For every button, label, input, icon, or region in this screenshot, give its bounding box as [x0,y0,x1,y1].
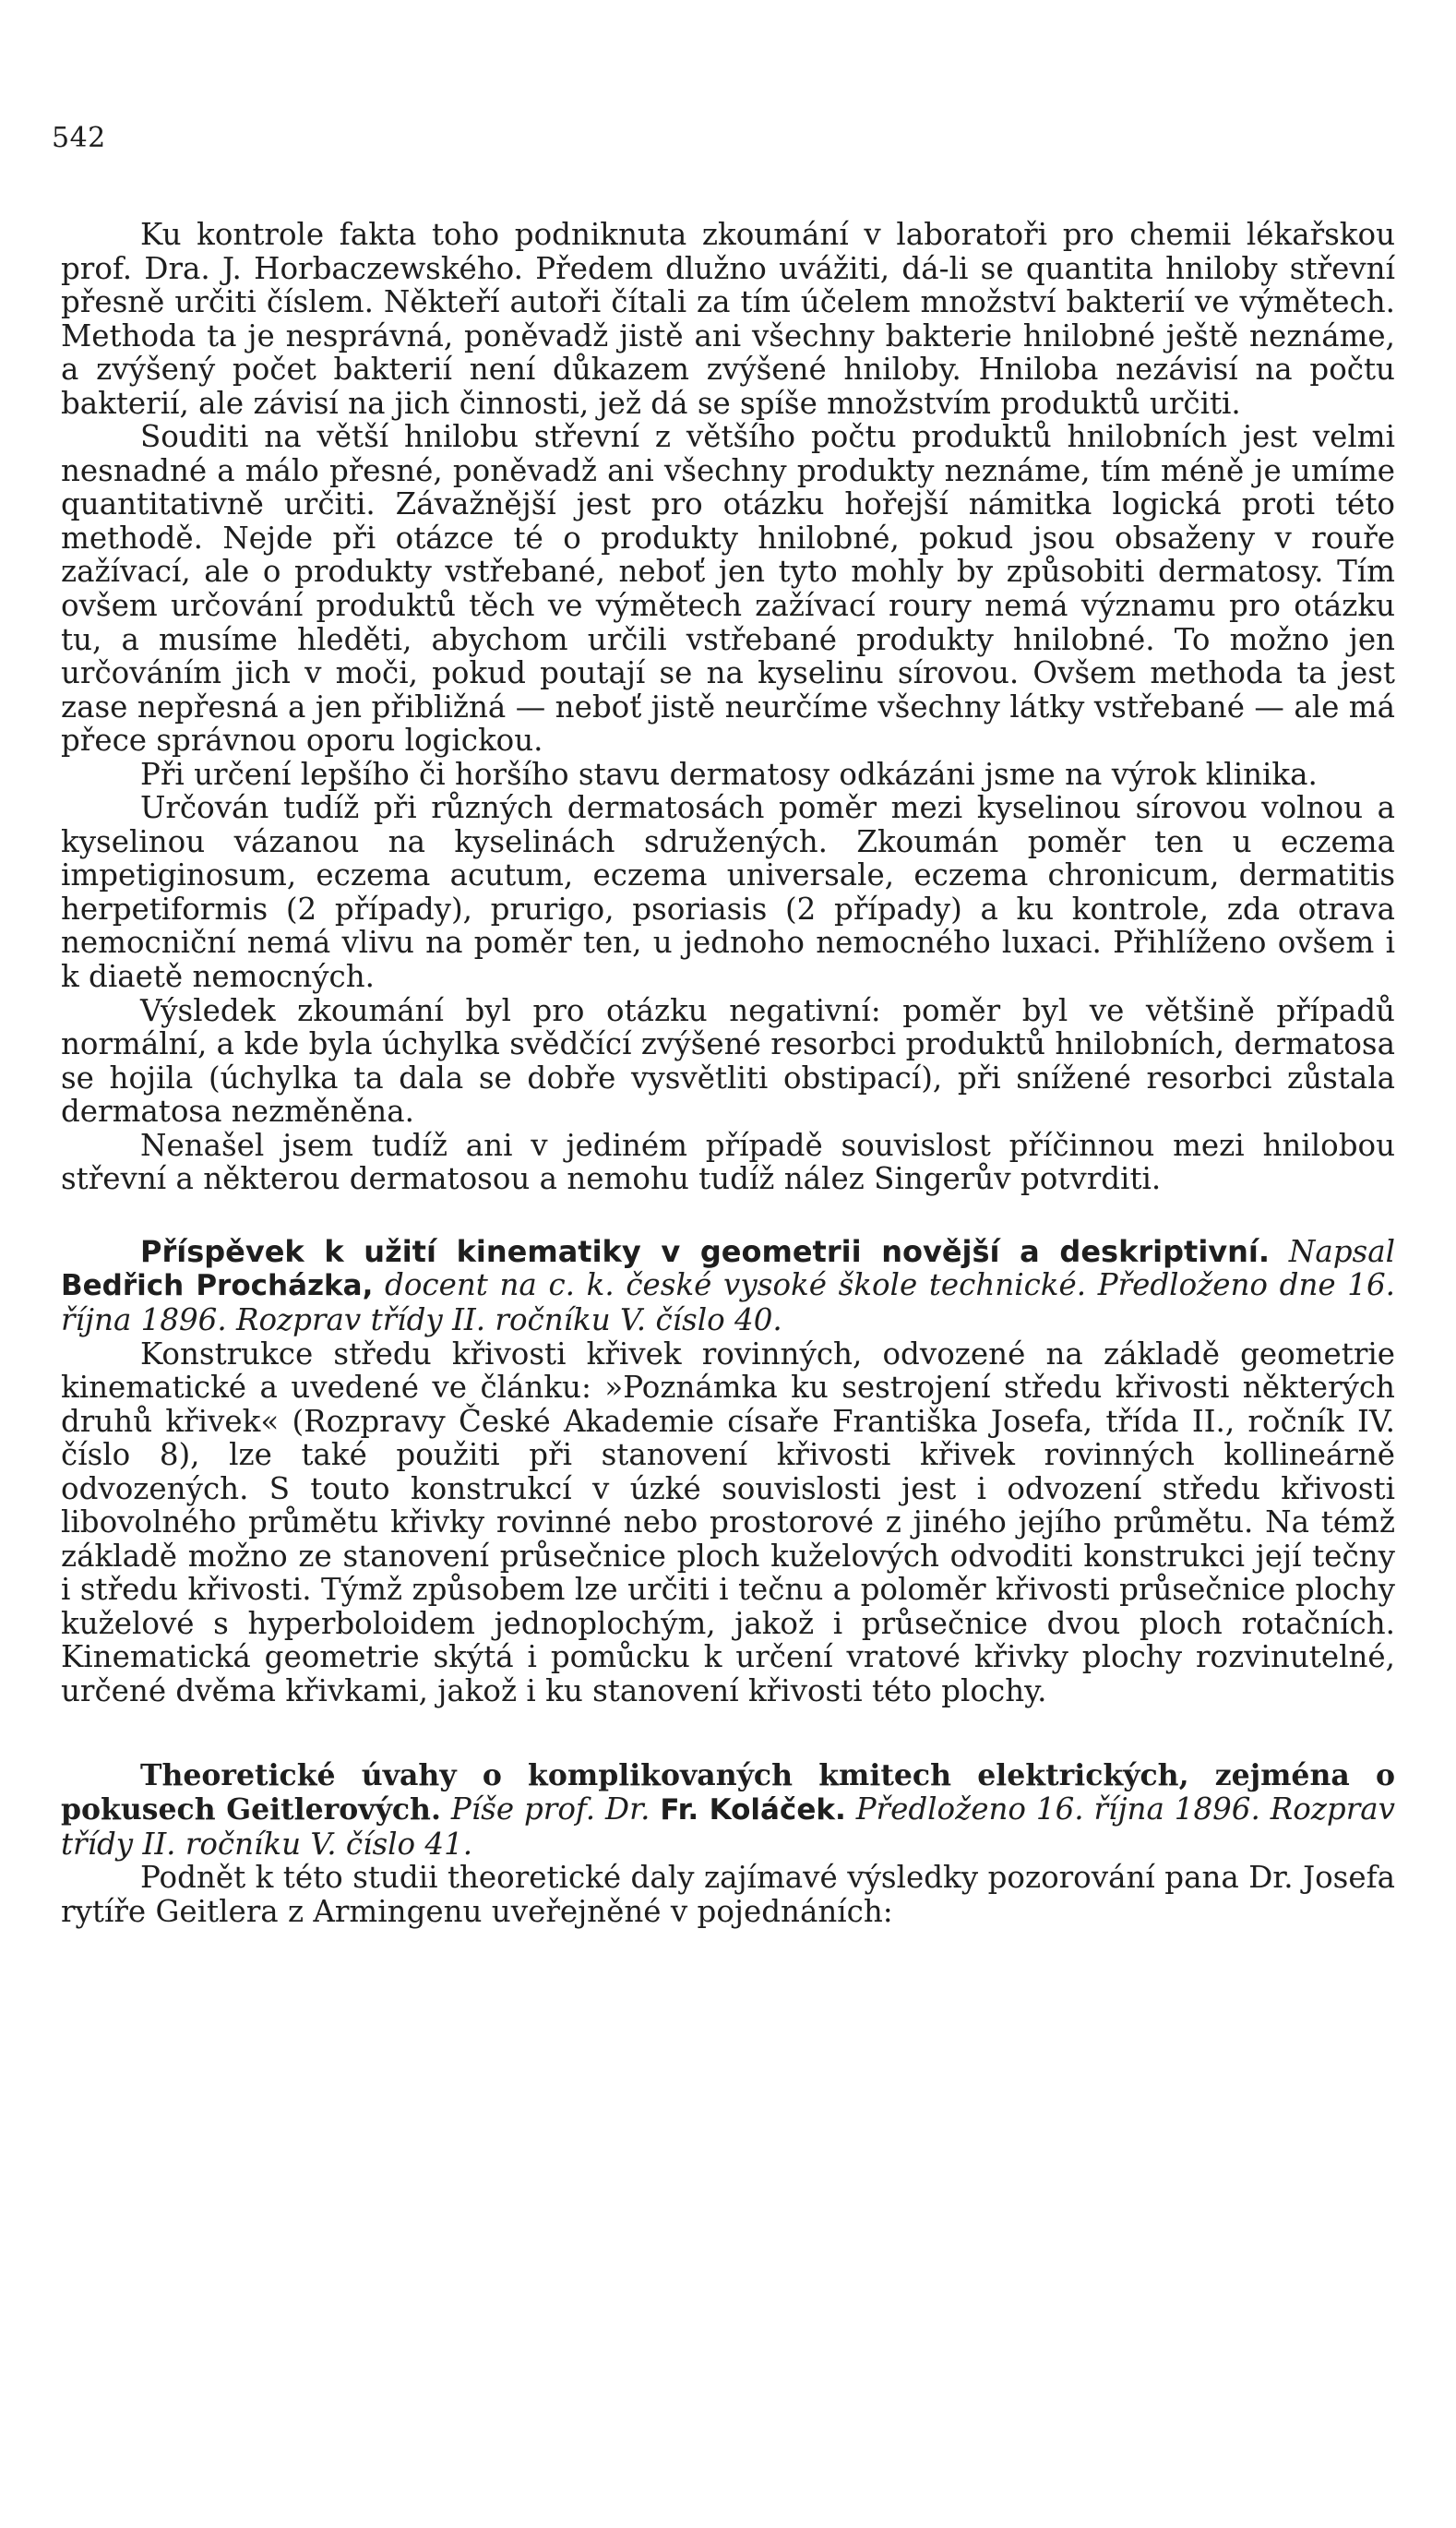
article-kinematics-heading [61,1235,1395,1337]
article-oscillations-heading [61,1758,1395,1862]
paragraph-conclusion: Nenašel jsem tudíž ani v jediném případě souvislost příčinnou mezi hnilobou střevní a některou dermatosou a nemohu tudíž nález Singerův potvrditi. [61,1127,1395,1197]
article-oscillations [61,1758,1395,1929]
article-kinematics-byline-suffix: docent na c. k. české vysoké škole technické. Předloženo dne 16. října 1896. Rozprav třídy II. ročníku V. číslo 40. [61,1267,1395,1337]
paragraph-lab-study: Ku kontrole fakta toho podniknuta zkoumání v laboratoři pro chemii lékařskou prof. Dra. J. Horbaczewského. Předem dlužno uvážiti, dá-li se quantita hniloby střevní přesně určiti číslem. Někteří autoři čítali za tím účelem množství bakterií ve výmětech. Methoda ta je nesprávná, poněvadž jistě ani všechny bakterie hnilobné ještě neznáme, a zvýšený počet bakterií není důkazem zvýšené hniloby. Hniloba nezávisí na počtu bakterií, ale závisí na jich činnosti, jež dá se spíše množstvím produktů určiti. [61,217,1395,421]
paragraph-clinic-verdict: Při určení lepšího či horšího stavu dermatosy odkázáni jsme na výrok klinika. [140,756,1318,792]
article-kinematics-body: Konstrukce středu křivosti křivek rovinných, odvozené na základě geometrie kinematické a uvedené ve článku: »Poznámka ku sestrojení středu křivosti některých druhů křivek« (Rozpravy České Akademie císaře Františka Josefa, třída II., ročník IV. číslo 8), lze také použiti při stanovení křivosti křivek rovinných kollineárně odvozených. S touto konstrukcí v úzké souvislosti jest i odvození středu křivosti libovolného průmětu křivky rovinné nebo prostorové z jiného jejího průmětu. Na témž základě možno ze stanovení průsečnice ploch kuželových odvoditi konstrukci její tečny i středu křivosti. Týmž způsobem lze určiti i tečnu a poloměr křivosti průsečnice plochy kuželové s hyperboloidem jednoplochým, jakož i průsečnice dvou ploch rotačních. Kinematická geometrie skýtá i pomůcku k určení vratové křivky plochy rozvinutelné, určené dvěma křivkami, jakož i ku stanovení křivosti této plochy. [61,1336,1395,1708]
paragraph-results: Výsledek zkoumání byl pro otázku negativní: poměr byl ve většině případů normální, a kde byla úchylka svědčící zvýšené resorbci produktů hnilobních, dermatosa se hojila (úchylka ta dala se dobře vysvětliti obstipací), při snížené resorbci zůstala dermatosa nezměněna. [61,992,1395,1130]
article-kinematics-byline-prefix: Napsal [1288,1233,1395,1269]
article-oscillations-byline-prefix: Píše prof. Dr. [450,1791,650,1827]
article-oscillations-body: Podnět k této studii theoretické daly zajímavé výsledky pozorování pana Dr. Josefa rytíře Geitlera z Armingenu uveřejněné v pojednáních: [61,1860,1395,1929]
paragraph-ratio-measurements: Určován tudíž při různých dermatosách poměr mezi kyselinou sírovou volnou a kyselinou vázanou na kyselinách sdružených. Zkoumán poměr ten u eczema impetiginosum, eczema acutum, eczema universale, eczema chronicum, dermatitis herpetiformis (2 případy), prurigo, psoriasis (2 případy) a ku kontrole, zda otrava nemocniční nemá vlivu na poměr ten, u jednoho nemocného luxaci. Přihlíženo ovšem i k diaetě nemocných. [61,790,1395,995]
article-oscillations-title: Theoretické úvahy o komplikovaných kmitech elektrických, zejména o pokusech Geitlerových. [61,1757,1395,1827]
body-text [61,218,1395,1928]
article-oscillations-author: Fr. Koláček. [660,1793,846,1827]
page-number: 542 [52,122,106,154]
paragraph-products-method: Souditi na větší hnilobu střevní z většího počtu produktů hnilobních jest velmi nesnadné a málo přesné, poněvadž ani všechny produkty neznáme, tím méně je umíme quantitativně určiti. Závažnější jest pro otázku hořejší námitka logická proti této methodě. Nejde při otázce té o produkty hnilobné, pokud jsou obsaženy v rouře zažívací, ale o produkty vstřebané, neboť jen tyto mohly by způsobiti dermatosy. Tím ovšem určování produktů těch ve výmětech zažívací roury nemá významu pro otázku tu, a musíme hleděti, abychom určili vstřebané produkty hnilobné. To možno jen určováním jich v moči, pokud poutají se na kyselinu sírovou. Ovšem methoda ta jest zase nepřesná a jen přibližná — neboť jistě neurčíme všechny látky vstřebané — ale má přece správnou oporu logickou. [61,419,1395,759]
article-kinematics-title: Příspěvek k užití kinematiky v geometrii novější a deskriptivní. [140,1233,1271,1269]
article-kinematics [61,1235,1395,1708]
article-oscillations-byline-suffix: Předloženo 16. října 1896. Rozprav třídy II. ročníku V. číslo 41. [61,1791,1395,1862]
article-kinematics-author: Bedřich Procházka, [61,1269,374,1303]
